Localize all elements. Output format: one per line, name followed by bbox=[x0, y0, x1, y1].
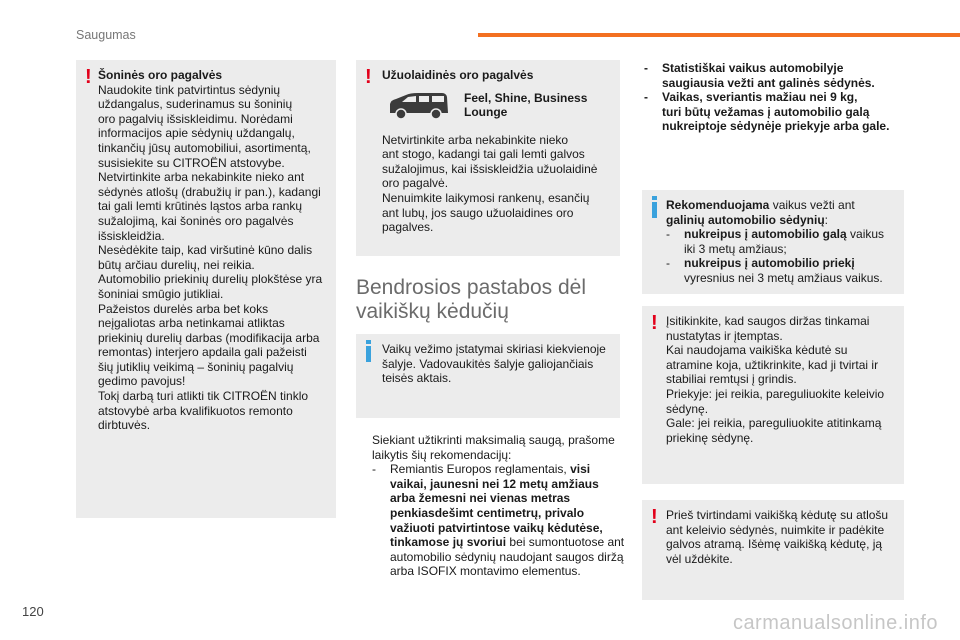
text-line: Nesėdėkite taip, kad viršutinė kūno dalis bbox=[98, 243, 313, 258]
recommend-info-box bbox=[642, 190, 904, 294]
text-line: laikytis šių rekomendacijų: bbox=[372, 447, 512, 462]
text-line: atramine koja, užtikrinkite, kad ji tvirtai ir bbox=[666, 357, 879, 372]
text-line: saugiausia vežti ant galinės sėdynės. bbox=[662, 75, 875, 90]
text-line: informacijos apie sėdynių uždangalų, bbox=[98, 126, 295, 141]
text-line: nukreipus į automobilio priekį bbox=[684, 256, 855, 271]
text-span: vaikus vežti ant bbox=[772, 198, 855, 212]
text-line: Automobilio priekinių durelių plokštėse yra bbox=[98, 272, 323, 287]
text-line: Netvirtinkite arba nekabinkite nieko ant bbox=[98, 170, 305, 185]
text-line: Naudokite tink patvirtintus sėdynių bbox=[98, 82, 281, 97]
text-line: Gale: jei reikia, pareguliuokite atitinkamą bbox=[666, 416, 882, 431]
child-seats-heading bbox=[356, 276, 626, 324]
text-line: turi būtų vežamas į automobilio galą bbox=[662, 104, 870, 119]
right-column-bullets bbox=[644, 61, 914, 134]
heading-line: Bendrosios pastabos dėl bbox=[356, 276, 586, 299]
curtain-airbags-title: Užuolaidinės oro pagalvės bbox=[382, 68, 534, 82]
page-number: 120 bbox=[22, 604, 44, 619]
belt-warning-box bbox=[642, 306, 904, 484]
text-line: penkiasdešimt centimetrų, privalo bbox=[390, 505, 585, 520]
text-line: sėdynę. bbox=[666, 401, 709, 416]
text-line: priekinę sėdynę. bbox=[666, 430, 754, 445]
van-icon bbox=[386, 91, 450, 121]
text-line: važiuoti patvirtintose vaikų kėdutėse, bbox=[390, 520, 603, 535]
side-airbags-text bbox=[98, 83, 326, 433]
text-line: vaikai, jaunesni nei 12 metų amžiaus bbox=[390, 476, 599, 491]
text-line: stabiliai remtųsi į grindis. bbox=[666, 372, 797, 387]
text-line: nukreiptoje sėdynėje priekyje arba gale. bbox=[662, 119, 890, 134]
text-line: sužalojimą, kai šoninės oro pagalvės bbox=[98, 213, 294, 228]
list-item bbox=[666, 227, 896, 256]
curtain-airbags-text bbox=[382, 133, 610, 235]
text-line: remontas) interjero apdaila gali pažeisti bbox=[98, 345, 307, 360]
curtain-airbags-warning-box bbox=[356, 60, 620, 256]
text-span: bei sumontuotose ant bbox=[509, 535, 625, 550]
version-row bbox=[386, 91, 610, 121]
text-line: tinkančių jūsų automobiliui, asortimentą, bbox=[98, 140, 311, 155]
text-line: vyresnius nei 3 metų amžiaus vaikus. bbox=[684, 270, 883, 285]
text-line: Kai naudojama vaikiška kėdutė su bbox=[666, 343, 848, 358]
info-icon bbox=[652, 196, 657, 218]
version-label bbox=[464, 91, 587, 120]
text-line: būtų arčiau durelių, nei reikia. bbox=[98, 257, 255, 272]
header-accent-bar bbox=[478, 33, 960, 37]
text-line: Priekyje: jei reikia, pareguliuokite keleivio bbox=[666, 386, 885, 401]
text-line: Nenuimkite laikymosi rankenų, esančių bbox=[382, 190, 590, 205]
warning-icon: ! bbox=[651, 312, 658, 334]
info-icon bbox=[366, 340, 371, 362]
text-line: arba ISOFIX montavimo elementus. bbox=[390, 564, 581, 579]
text-line: Siekiant užtikrinti maksimalią saugą, prašome bbox=[372, 433, 615, 447]
text-span: Rekomenduojama bbox=[666, 198, 770, 212]
text-line: iki 3 metų amžiaus; bbox=[684, 241, 787, 256]
text-line: šių jutiklių veikimą – šoninių pagalvių bbox=[98, 359, 294, 374]
bullet-dash: - bbox=[644, 90, 648, 105]
text-line: šoniniai smūgio jutikliai. bbox=[98, 286, 224, 301]
warning-icon: ! bbox=[365, 66, 372, 88]
warning-icon: ! bbox=[85, 66, 92, 88]
text-span: tinkamose jų svoriui bbox=[390, 535, 507, 550]
text-line: ant keleivio sėdynės, nuimkite ir padėkite bbox=[666, 522, 885, 537]
text-line: oro pagalvė. bbox=[382, 176, 449, 191]
headrest-warning-box bbox=[642, 500, 904, 600]
text-line: automobilio sėdynių naudojant saugos diržą bbox=[390, 549, 624, 564]
text-line: šalyje. Vadovaukitės šalyje galiojančiais bbox=[382, 356, 594, 371]
list-item bbox=[372, 462, 632, 579]
bullet-dash: - bbox=[666, 256, 670, 271]
version-line: Lounge bbox=[464, 105, 508, 120]
bullet-dash: - bbox=[644, 61, 648, 75]
text-line: vėl uždėkite. bbox=[666, 551, 733, 566]
text-line: dirbtuvės. bbox=[98, 418, 151, 433]
text-line: susisiekite su CITROËN atstovybe. bbox=[98, 155, 285, 170]
side-airbags-warning-box bbox=[76, 60, 336, 518]
text-line: gedimo pavojus! bbox=[98, 374, 186, 389]
text-line: Statistiškai vaikus automobilyje bbox=[662, 61, 844, 75]
text-line: Tokį darbą turi atlikti tik CITROËN tinklo bbox=[98, 389, 309, 404]
text-span: nukreipus į automobilio galą bbox=[684, 227, 847, 242]
text-span: galinių automobilio sėdynių bbox=[666, 212, 825, 227]
list-item bbox=[644, 61, 914, 90]
text-line: Netvirtinkite arba nekabinkite nieko bbox=[382, 132, 569, 147]
side-airbags-title: Šoninės oro pagalvės bbox=[98, 68, 223, 82]
text-line: tai gali lemti krūtinės ląstos arba rankų bbox=[98, 199, 303, 214]
text-span: Remiantis Europos reglamentais, bbox=[390, 462, 567, 477]
text-span: visi bbox=[570, 462, 591, 477]
child-seats-intro bbox=[372, 433, 632, 579]
text-span: : bbox=[824, 212, 829, 227]
bullet-dash: - bbox=[666, 227, 670, 242]
laws-info-box bbox=[356, 334, 620, 418]
text-line: oro pagalvių išsiskleidimu. Norėdami bbox=[98, 111, 293, 126]
text-line: sužalojimus, kai išsiskleidžia užuolaidinė bbox=[382, 161, 598, 176]
text-line: priekinių durelių darbas (modifikacija arba bbox=[98, 330, 320, 345]
text-line: atstovybė arba kvalifikuotos remonto bbox=[98, 403, 293, 418]
text-line: pagalves. bbox=[382, 220, 434, 235]
text-line: uždangalus, suderinamus su šoninių bbox=[98, 97, 293, 112]
text-line: ant lubų, jos saugo užuolaidines oro bbox=[382, 205, 574, 220]
text-line: neįgaliotas arba netinkamai atliktas bbox=[98, 316, 285, 331]
text-line: arba žemesni nei vienas metras bbox=[390, 491, 571, 506]
watermark-text: carmanualsonline.info bbox=[732, 612, 938, 634]
text-line: galvos atramą. Išėmę vaikišką kėdutę, ją bbox=[666, 537, 883, 552]
text-line: teisės aktais. bbox=[382, 371, 452, 386]
text-line: Įsitikinkite, kad saugos diržas tinkamai bbox=[666, 314, 870, 328]
section-title: Saugumas bbox=[76, 28, 136, 42]
heading-line: vaikiškų kėdučių bbox=[356, 300, 509, 323]
text-line: nustatytas ir įtemptas. bbox=[666, 328, 783, 343]
text-line: Vaikų vežimo įstatymai skiriasi kiekvienoje bbox=[382, 342, 606, 356]
text-line: išsiskleidžia. bbox=[98, 228, 165, 243]
warning-icon: ! bbox=[651, 506, 658, 528]
list-item bbox=[666, 256, 896, 285]
version-line: Feel, Shine, Business bbox=[464, 90, 588, 105]
text-line: Pažeistos durelės arba bet koks bbox=[98, 301, 269, 316]
text-line: Vaikas, sveriantis mažiau nei 9 kg, bbox=[662, 90, 858, 105]
list-item bbox=[644, 90, 914, 134]
text-line: Prieš tvirtindami vaikišką kėdutę su atlošu bbox=[666, 508, 889, 522]
bullet-dash: - bbox=[372, 462, 376, 477]
text-span: vaikus bbox=[850, 227, 885, 242]
text-line: sėdynės atlošų (drabužių ir pan.), kadangi bbox=[98, 184, 321, 199]
text-line: ant stogo, kadangi tai gali lemti galvos bbox=[382, 147, 585, 162]
